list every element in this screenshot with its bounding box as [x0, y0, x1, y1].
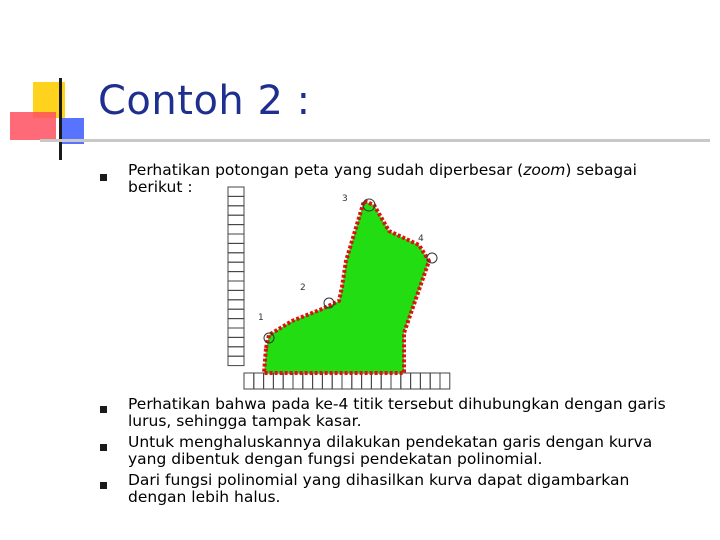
bullet-1-line-1: Perhatikan potongan peta yang sudah diperbesar (zoom) sebagai — [128, 161, 637, 179]
bullet-marker-1 — [100, 174, 107, 181]
bullet-1-line-2: berikut : — [128, 178, 193, 196]
deco-red-square — [10, 112, 56, 140]
bullet-marker-2 — [100, 406, 107, 413]
point-label-3: 3 — [342, 194, 348, 204]
bullet-3-line-1: Untuk menghaluskannya dilakukan pendekatan garis dengan kurva — [128, 433, 653, 451]
bullet-text-2 — [128, 396, 666, 430]
bullet-text-4 — [128, 472, 629, 506]
map-illustration — [224, 183, 464, 413]
bullet-3-line-2: yang dibentuk dengan fungsi pendekatan polinomial. — [128, 450, 543, 468]
bullet-marker-3 — [100, 444, 107, 451]
title-underline — [40, 139, 710, 142]
bullet-4-line-1: Dari fungsi polinomial yang dihasilkan kurva dapat digambarkan — [128, 471, 630, 489]
point-label-1: 1 — [258, 313, 264, 323]
zoom-italic: zoom — [523, 161, 566, 179]
point-label-2: 2 — [300, 283, 306, 293]
bullet-2-line-2: lurus, sehingga tampak kasar. — [128, 412, 362, 430]
bullet-marker-4 — [100, 482, 107, 489]
deco-vertical-line — [59, 78, 62, 160]
bullet-2-line-1: Perhatikan bahwa pada ke-4 titik tersebut dihubungkan dengan garis — [128, 395, 666, 413]
slide-title: Contoh 2 : — [98, 78, 311, 124]
map-grid-bottom — [244, 373, 450, 389]
bullet-text-3 — [128, 434, 652, 468]
bullet-4-line-2: dengan lebih halus. — [128, 488, 281, 506]
point-label-4: 4 — [418, 234, 424, 244]
map-grid-left — [228, 187, 244, 366]
map-region — [264, 201, 429, 373]
point-marker-4 — [427, 253, 437, 263]
